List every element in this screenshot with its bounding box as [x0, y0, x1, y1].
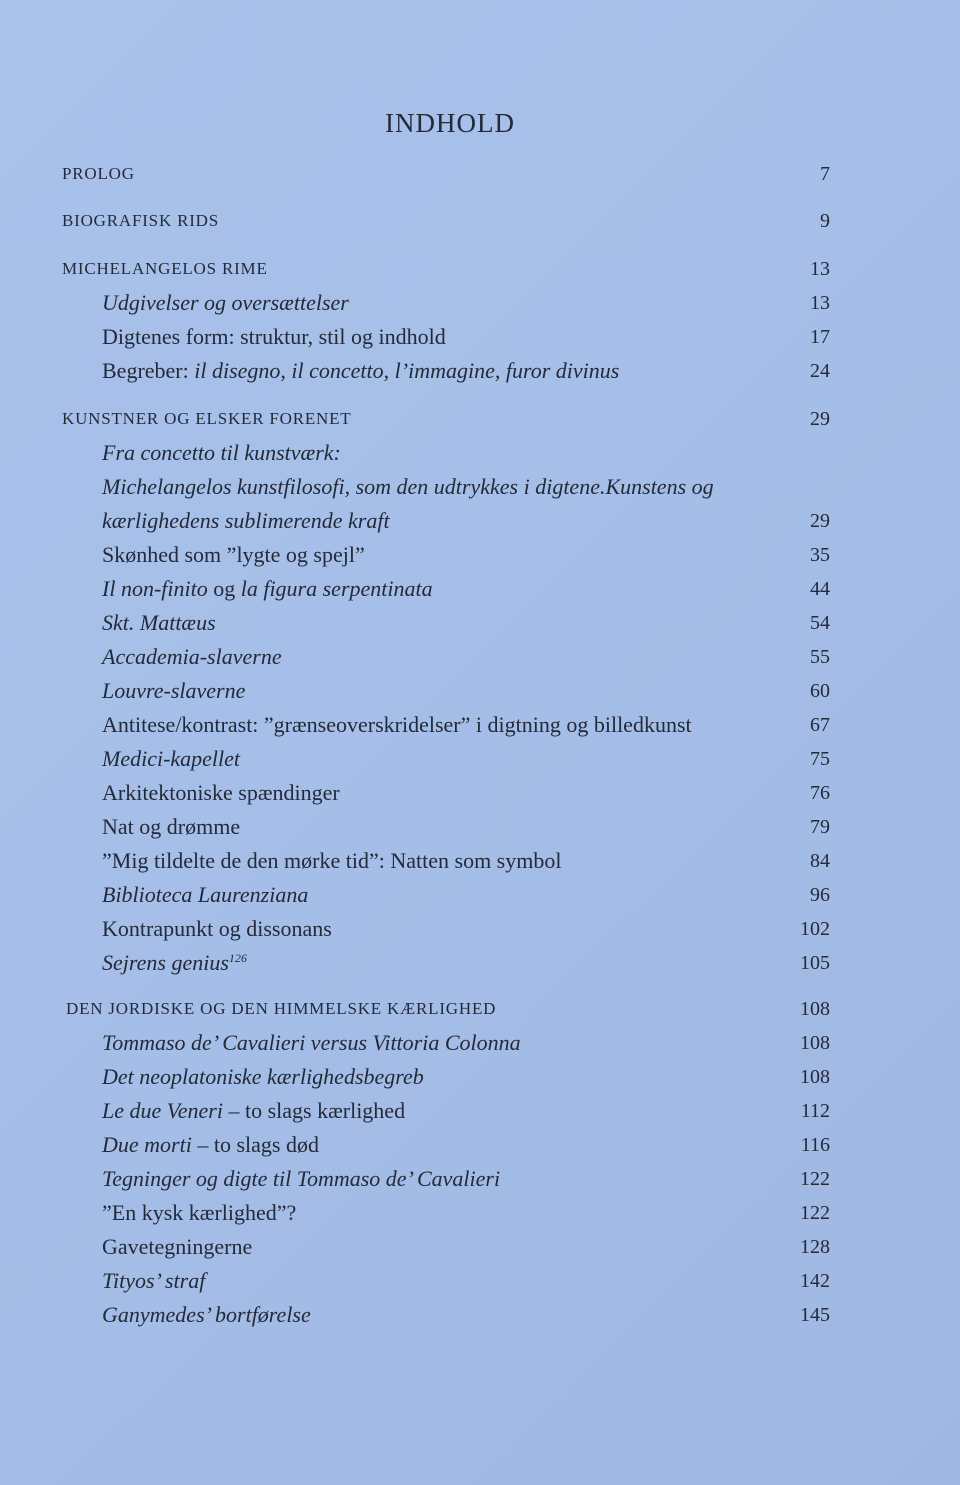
toc-label-part: Sejrens genius [102, 950, 229, 975]
toc-page-number: 44 [810, 578, 830, 600]
toc-label: BIOGRAFISK RIDS [62, 211, 219, 230]
toc-page-number: 24 [810, 360, 830, 382]
toc-entry [0, 572, 960, 606]
toc-label [102, 1094, 405, 1128]
toc-label: Medici-kapellet [102, 746, 241, 771]
toc-label-part: Il non-finito [102, 576, 208, 601]
toc-entry [0, 1298, 960, 1332]
toc-page-number: 145 [800, 1304, 830, 1326]
toc-label [102, 354, 619, 388]
toc-page-number: 79 [810, 816, 830, 838]
toc-page-number: 108 [800, 1066, 830, 1088]
toc-label: Det neoplatoniske kærlighedsbegreb [102, 1064, 424, 1089]
toc-label: Tommaso de’ Cavalieri versus Vittoria Colonna [102, 1030, 521, 1055]
page-title: INDHOLD [385, 108, 515, 138]
toc-label: Accademia-slaverne [102, 644, 282, 669]
toc-page-number: 13 [810, 292, 830, 314]
toc-label-part: la figura serpentinata [240, 576, 433, 601]
toc-section-michelangelos-rime [0, 252, 960, 286]
toc-section-biografisk-rids [0, 204, 960, 238]
toc-label [102, 946, 247, 980]
toc-page-number: 76 [810, 782, 830, 804]
toc-label: Digtenes form: struktur, stil og indhold [102, 324, 446, 349]
toc-entry [0, 1060, 960, 1094]
toc-entry [0, 1230, 960, 1264]
toc-label: Louvre-slaverne [102, 678, 246, 703]
toc-entry [0, 606, 960, 640]
toc-entry [0, 640, 960, 674]
toc-page-number: 102 [800, 918, 830, 940]
toc-label: MICHELANGELOS RIME [62, 259, 268, 278]
footnote-marker: 126 [228, 951, 247, 965]
toc-page-number: 7 [820, 163, 830, 185]
toc-page-number: 35 [810, 544, 830, 566]
toc-entry [0, 470, 960, 504]
toc-label: Fra concetto til kunstværk: [102, 440, 341, 465]
toc-page-number: 142 [800, 1270, 830, 1292]
toc-label: Tegninger og digte til Tommaso de’ Cavalieri [102, 1166, 501, 1191]
toc-page-number: 105 [800, 952, 830, 974]
toc-label-part: il disegno, il concetto, l’immagine, furor divinus [194, 358, 620, 383]
toc-label: KUNSTNER OG ELSKER FORENET [62, 409, 352, 428]
toc-page-number: 60 [810, 680, 830, 702]
toc-label-part: Le due Veneri [102, 1098, 223, 1123]
toc-label: Udgivelser og oversættelser [102, 290, 349, 315]
toc-entry [0, 504, 960, 538]
toc-label-part: – to slags død [191, 1132, 319, 1157]
toc-entry [0, 708, 960, 742]
toc-label: Arkitektoniske spændinger [102, 780, 340, 805]
toc-entry [0, 810, 960, 844]
toc-page-number: 108 [800, 1032, 830, 1054]
toc-page-number: 84 [810, 850, 830, 872]
toc-page-number: 9 [820, 210, 830, 232]
toc-page-number: 122 [800, 1202, 830, 1224]
toc-entry [0, 912, 960, 946]
toc-page-number: 75 [810, 748, 830, 770]
toc-page-number: 108 [800, 998, 830, 1020]
toc-label: Nat og drømme [102, 814, 241, 839]
toc-entry [0, 538, 960, 572]
toc-label: Antitese/kontrast: ”grænseoverskridelser” i digtning og billedkunst [102, 712, 692, 737]
toc-entry [0, 320, 960, 354]
toc-label: Gavetegningerne [102, 1234, 253, 1259]
toc-entry [0, 1162, 960, 1196]
toc-label: Kontrapunkt og dissonans [102, 916, 332, 941]
toc-page-number: 55 [810, 646, 830, 668]
toc-label: DEN JORDISKE OG DEN HIMMELSKE KÆRLIGHED [66, 999, 497, 1018]
toc-page-number: 29 [810, 408, 830, 430]
toc-entry [0, 844, 960, 878]
toc-entry [0, 878, 960, 912]
toc-entry [0, 1026, 960, 1060]
toc-label: Michelangelos kunstfilosofi, som den udtrykkes i digtene.Kunstens og [102, 474, 714, 499]
toc-entry [0, 1094, 960, 1128]
toc-entry [0, 354, 960, 388]
toc-entry [0, 1128, 960, 1162]
toc-label-part: Begreber: [102, 358, 195, 383]
toc-label: Ganymedes’ bortførelse [102, 1302, 311, 1327]
toc-section-den-jordiske [0, 992, 960, 1026]
toc-page-number: 17 [810, 326, 830, 348]
toc-page-number: 128 [800, 1236, 830, 1258]
toc-label: ”Mig tildelte de den mørke tid”: Natten som symbol [102, 848, 562, 873]
toc-label [102, 1128, 319, 1162]
toc-page-number: 54 [810, 612, 830, 634]
toc-entry [0, 436, 960, 470]
toc-entry [0, 1264, 960, 1298]
toc-entry [0, 776, 960, 810]
toc-entry [0, 1196, 960, 1230]
toc-label [102, 572, 433, 606]
toc-label-part: og [207, 576, 241, 601]
toc-label: Biblioteca Laurenziana [102, 882, 309, 907]
toc-page-number: 112 [800, 1100, 830, 1122]
toc-label: ”En kysk kærlighed”? [102, 1200, 297, 1225]
toc-label: Tityos’ straf [102, 1268, 206, 1293]
toc-label-part: Due morti [102, 1132, 192, 1157]
toc-section-kunstner-og-elsker [0, 402, 960, 436]
toc-entry [0, 674, 960, 708]
toc-page-number: 96 [810, 884, 830, 906]
toc-section-prolog [0, 157, 960, 191]
toc-label: Skønhed som ”lygte og spejl” [102, 542, 365, 567]
toc-entry [0, 742, 960, 776]
toc-label: Skt. Mattæus [102, 610, 216, 635]
toc-page-number: 29 [810, 510, 830, 532]
toc-label: kærlighedens sublimerende kraft [102, 508, 390, 533]
toc-entry [0, 946, 960, 980]
toc-label-part: – to slags kærlighed [222, 1098, 406, 1123]
toc-label: PROLOG [62, 164, 135, 183]
toc-page-number: 67 [810, 714, 830, 736]
toc-entry [0, 286, 960, 320]
toc-page-number: 122 [800, 1168, 830, 1190]
toc-page-number: 13 [810, 258, 830, 280]
toc-page-number: 116 [800, 1134, 830, 1156]
